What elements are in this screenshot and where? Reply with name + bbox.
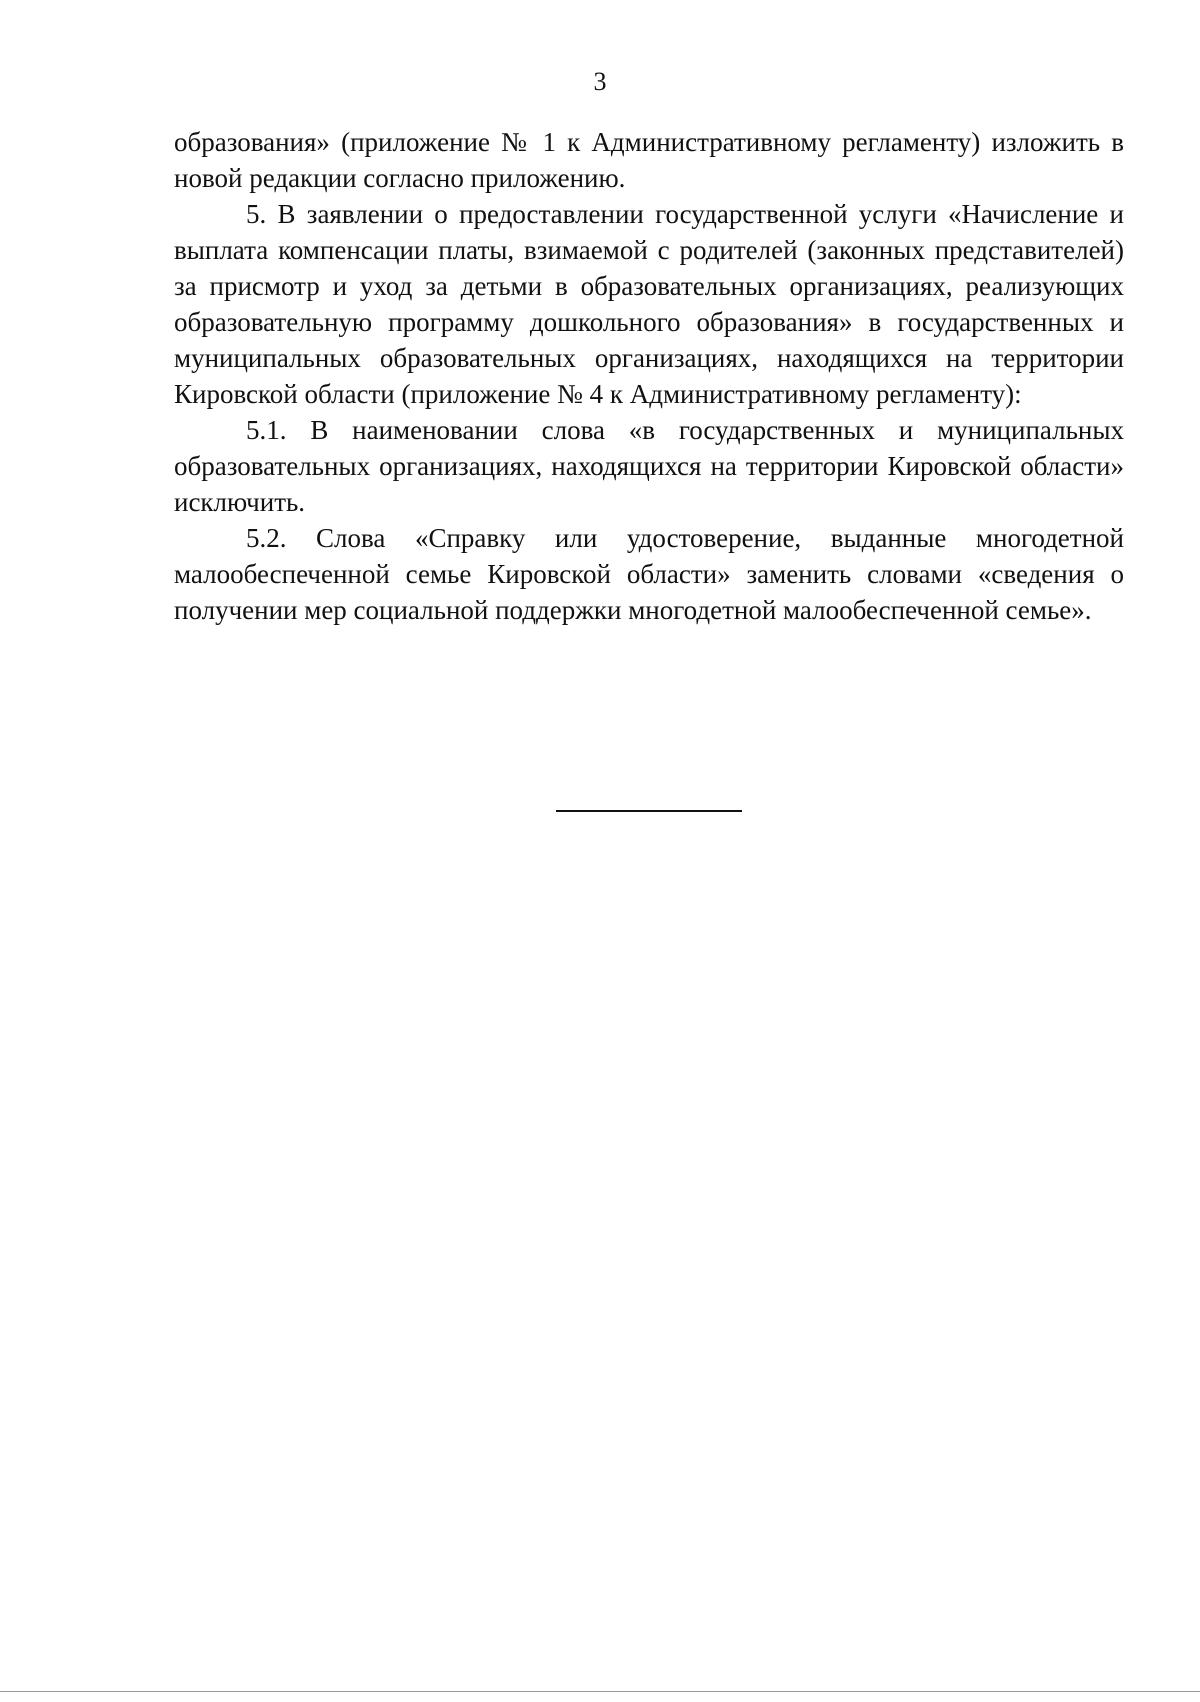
paragraph-item-5: 5. В заявлении о предоставлении государственной услуги «Начисление и выплата компенсации платы, взимаемой с родителей (законных представителей) за присмотр и уход за детьми в образовательных организациях, реализующих образовательную программу дошкольного образования» в государственных и муниципальных образовательных организациях, находящихся на территории Кировской области (приложение № 4 к Административному регламенту): — [174, 199, 1124, 409]
paragraph-item-5-2: 5.2. Слова «Справку или удостоверение, выданные многодетной малообеспеченной семье Кировской области» заменить словами «сведения о получении мер социальной поддержки многодетной малообеспеченной семье». — [174, 523, 1124, 625]
paragraph-item-5-1: 5.1. В наименовании слова «в государственных и муниципальных образовательных организациях, находящихся на территории Кировской области» исключить. — [174, 415, 1124, 517]
page-number: 3 — [593, 67, 607, 96]
document-body — [174, 124, 1124, 628]
closing-divider — [556, 810, 742, 812]
scan-edge-line — [0, 1691, 1200, 1692]
paragraph-continuation: образования» (приложение № 1 к Административному регламенту) изложить в новой редакции согласно приложению. — [174, 127, 1124, 193]
